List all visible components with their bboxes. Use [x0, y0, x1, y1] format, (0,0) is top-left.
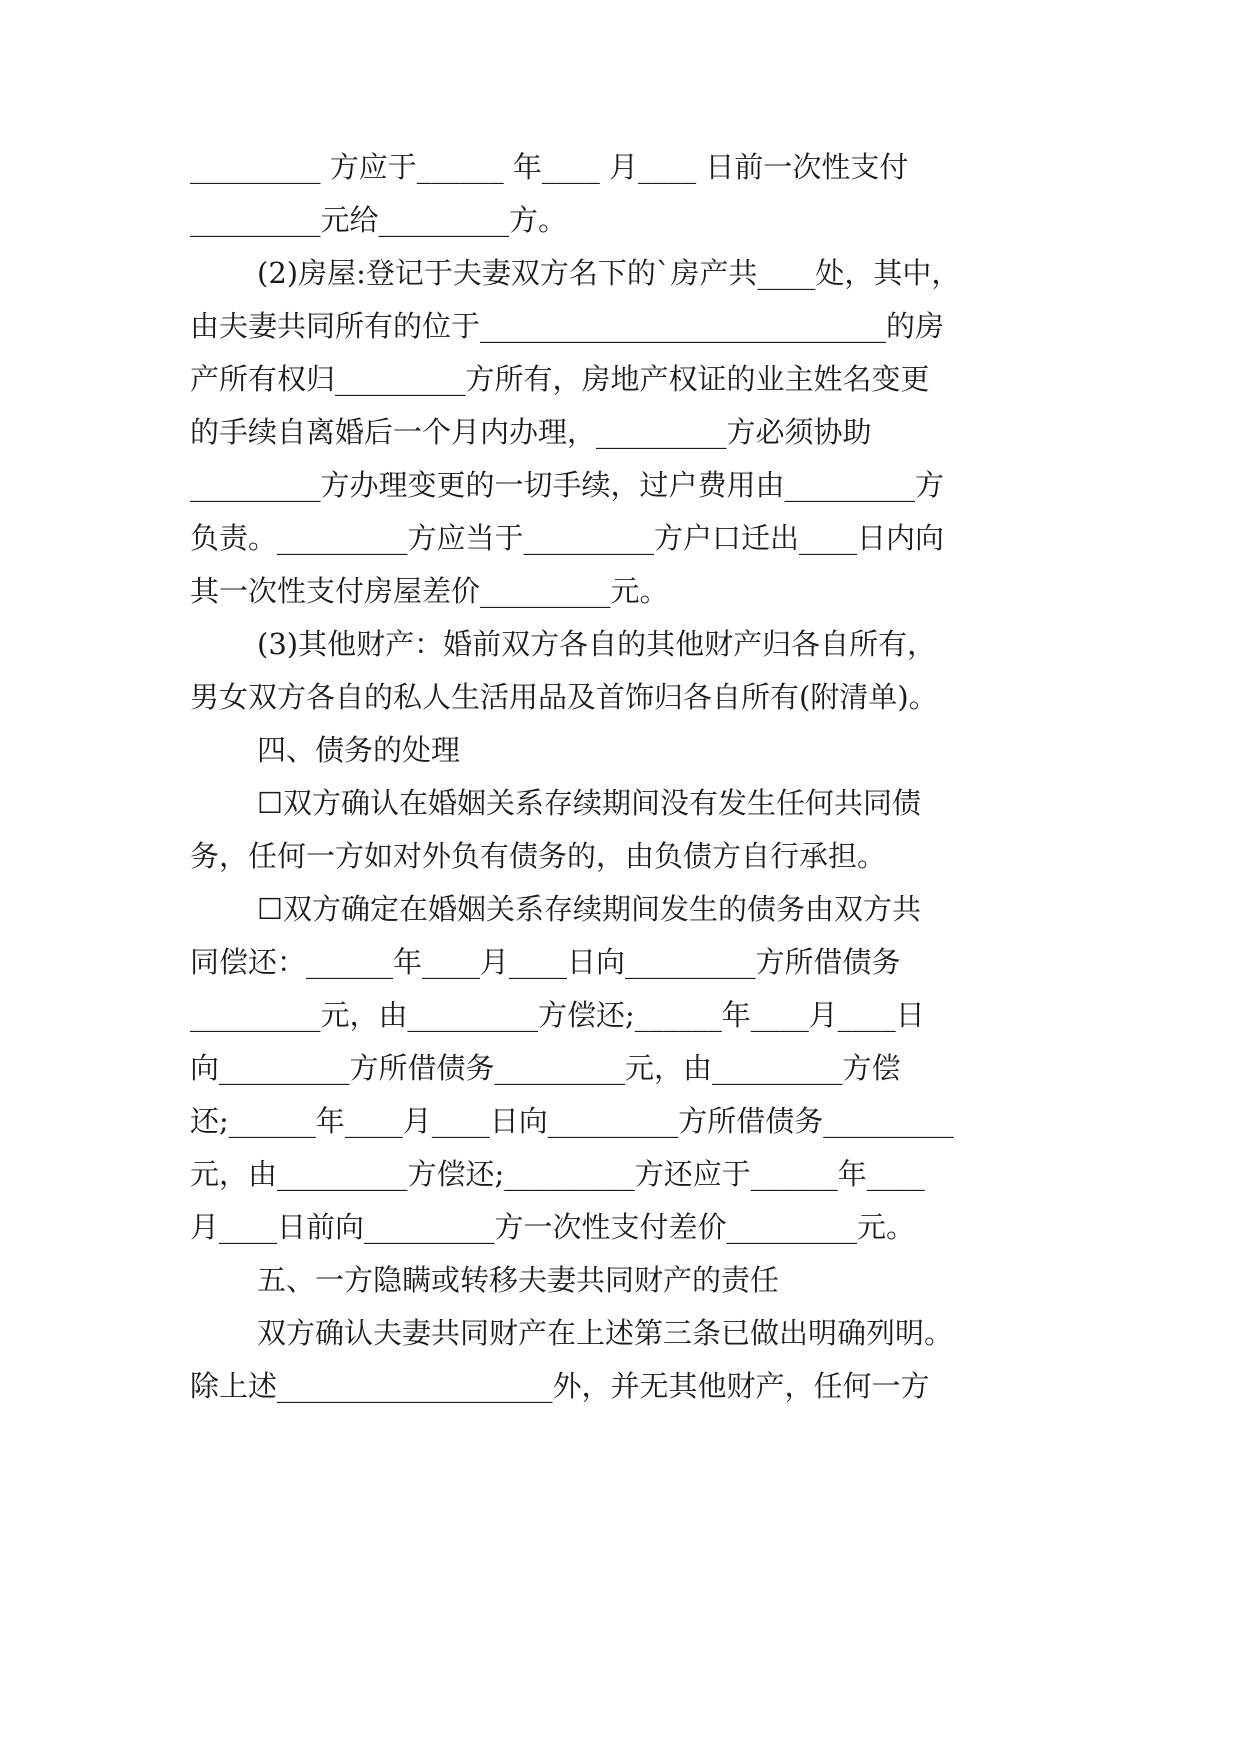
text-line: _________ 方应于______ 年____ 月____ 日前一次性支付	[190, 150, 909, 184]
text-line: 男女双方各自的私人生活用品及首饰归各自所有(附清单)。	[190, 680, 938, 714]
text-line: 还;______年____月____日向_________方所借债务_________	[190, 1104, 954, 1138]
text-line: 的手续自离婚后一个月内办理，_________方必须协助	[190, 415, 872, 449]
text-line: (2)房屋:登记于夫妻双方名下的`房产共____处，其中，	[257, 256, 961, 290]
text-line: 其一次性支付房屋差价_________元。	[190, 574, 669, 608]
text-line: (3)其他财产：婚前双方各自的其他财产归各自所有，	[257, 627, 937, 661]
text-line: _________元给_________方。	[190, 203, 568, 237]
checkbox-text-line: ☐双方确定在婚姻关系存续期间发生的债务由双方共	[257, 892, 921, 926]
section-heading: 五、一方隐瞒或转移夫妻共同财产的责任	[257, 1263, 780, 1297]
text-line: 双方确认夫妻共同财产在上述第三条已做出明确列明。	[257, 1316, 954, 1350]
checkbox-text-line: ☐双方确认在婚姻关系存续期间没有发生任何共同债	[257, 786, 921, 820]
text-line: 元，由_________方偿还;_________方还应于______年____	[190, 1157, 925, 1191]
text-line: 务，任何一方如对外负有债务的，由负债方自行承担。	[190, 839, 887, 873]
text-line: _________元，由_________方偿还;______年____月____日	[190, 998, 925, 1032]
text-line: 由夫妻共同所有的位于____________________________的房	[190, 309, 945, 343]
text-line: 月____日前向_________方一次性支付差价_________元。	[190, 1210, 916, 1244]
text-line: 负责。_________方应当于_________方户口迁出____日内向	[190, 521, 945, 555]
text-line: 向_________方所借债务_________元，由_________方偿	[190, 1051, 901, 1085]
text-line: _________方办理变更的一切手续，过户费用由_________方	[190, 468, 945, 502]
text-line: 除上述___________________外，并无其他财产，任何一方	[190, 1369, 930, 1403]
text-line: 同偿还：______年____月____日向_________方所借债务	[190, 945, 901, 979]
text-line: 产所有权归_________方所有，房地产权证的业主姓名变更	[190, 362, 930, 396]
section-heading: 四、债务的处理	[257, 733, 461, 767]
